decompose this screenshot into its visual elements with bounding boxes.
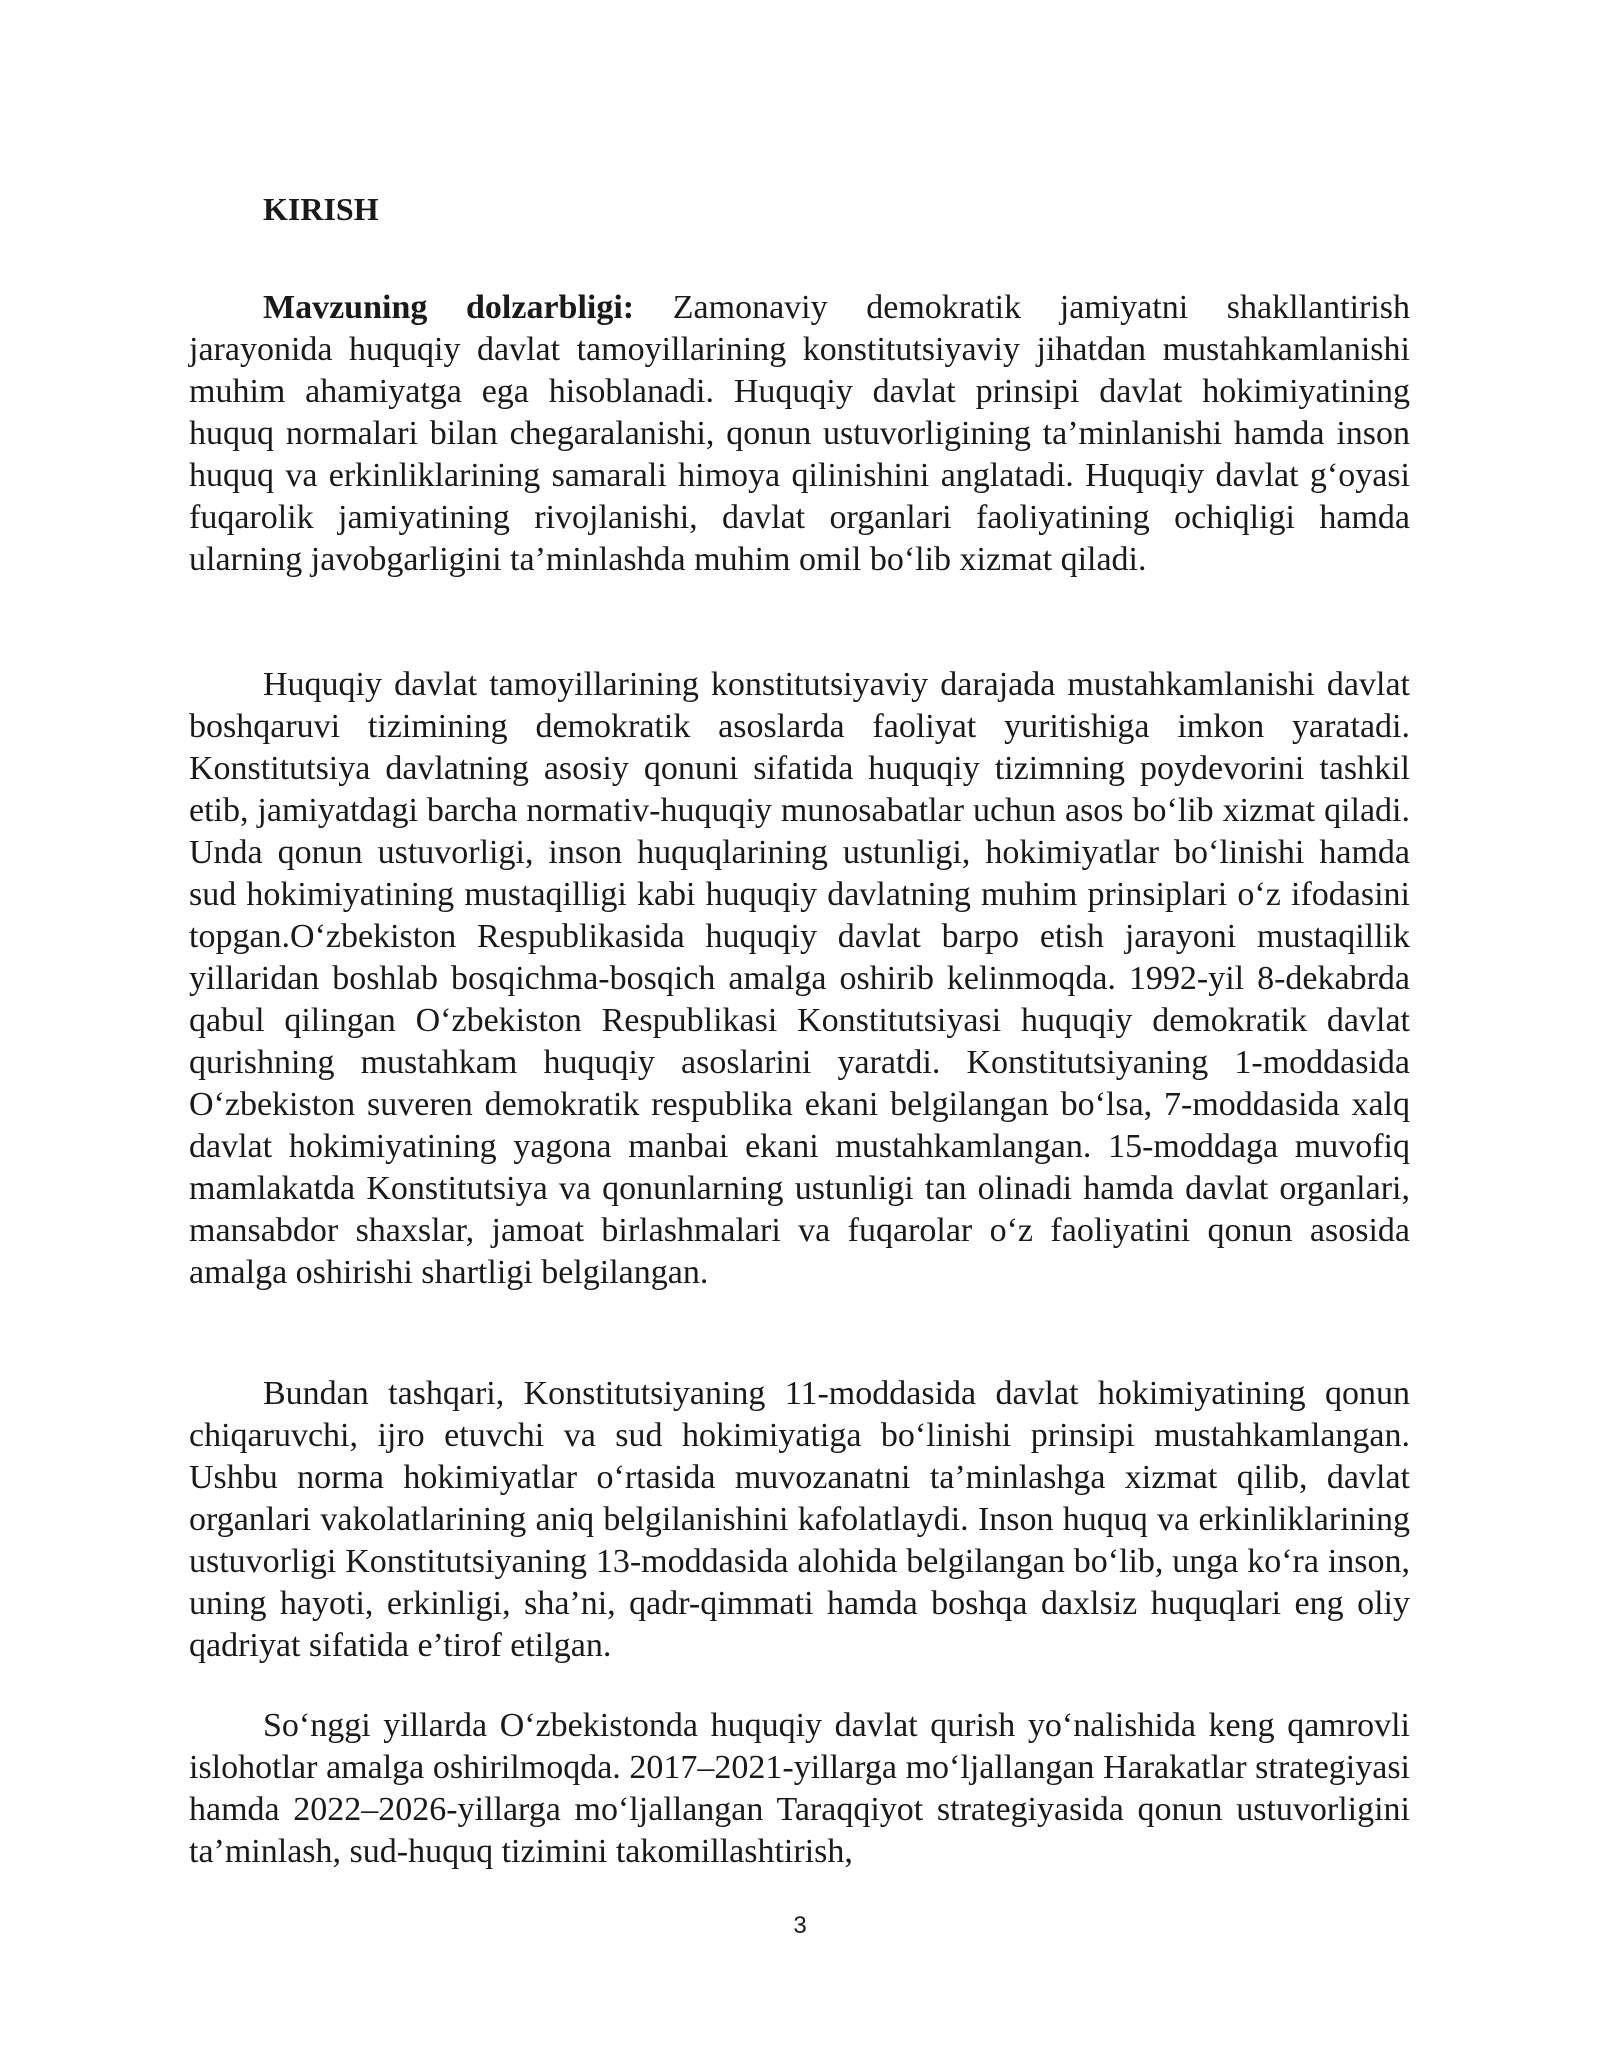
paragraph-relevance xyxy=(189,287,1410,581)
paragraph-text: Zamonaviy demokratik jamiyatni shakllantirish jarayonida huquqiy davlat tamoyillarining konstitutsiyaviy jihatdan mustahkamlanishi muhim ahamiyatga ega hisoblanadi. Huquqiy davlat prinsipi davlat hokimiyatining huquq normalari bilan chegaralanishi, qonun ustuvorligining ta’minlanishi hamda inson huquq va erkinliklarining samarali himoya qilinishini anglatadi. Huquqiy davlat g‘oyasi fuqarolik jamiyatining rivojlanishi, davlat organlari faoliyatining ochiqligi hamda ularning javobgarligini ta’minlashda muhim omil bo‘lib xizmat qiladi. xyxy=(189,289,1411,578)
page-number: 3 xyxy=(793,1912,807,1939)
paragraph-constitution: Huquqiy davlat tamoyillarining konstitutsiyaviy darajada mustahkamlanishi davlat boshqaruvi tizimining demokratik asoslarda faoliyat yuritishiga imkon yaratadi. Konstitutsiya davlatning asosiy qonuni sifatida huquqiy tizimning poydevorini tashkil etib, jamiyatdagi barcha normativ-huquqiy munosabatlar uchun asos bo‘lib xizmat qiladi. Unda qonun ustuvorligi, inson huquqlarining ustunligi, hokimiyatlar bo‘linishi hamda sud hokimiyatining mustaqilligi kabi huquqiy davlatning muhim prinsiplari o‘z ifodasini topgan.O‘zbekiston Respublikasida huquqiy davlat barpo etish jarayoni mustaqillik yillaridan boshlab bosqichma-bosqich amalga oshirib kelinmoqda. 1992-yil 8-dekabrda qabul qilingan O‘zbekiston Respublikasi Konstitutsiyasi huquqiy demokratik davlat qurishning mustahkam huquqiy asoslarini yaratdi. Konstitutsiyaning 1-moddasida O‘zbekiston suveren demokratik respublika ekani belgilangan bo‘lsa, 7-moddasida xalq davlat hokimiyatining yagona manbai ekani mustahkamlangan. 15-moddaga muvofiq mamlakatda Konstitutsiya va qonunlarning ustunligi tan olinadi hamda davlat organlari, mansabdor shaxslar, jamoat birlashmalari va fuqarolar o‘z faoliyatini qonun asosida amalga oshirishi shartligi belgilangan. xyxy=(189,666,1410,1291)
paragraph-reforms: So‘nggi yillarda O‘zbekistonda huquqiy davlat qurish yo‘nalishida keng qamrovli islohotlar amalga oshirilmoqda. 2017–2021-yillarga mo‘ljallangan Harakatlar strategiyasi hamda 2022–2026-yillarga mo‘ljallangan Taraqqiyot strategiyasida qonun ustuvorligini ta’minlash, sud-huquq tizimini takomillashtirish, xyxy=(189,1707,1410,1870)
section-heading: KIRISH xyxy=(263,191,379,227)
paragraph-separation-of-powers: Bundan tashqari, Konstitutsiyaning 11-moddasida davlat hokimiyatining qonun chiqaruvchi, ijro etuvchi va sud hokimiyatiga bo‘linishi prinsipi mustahkamlangan. Ushbu norma hokimiyatlar o‘rtasida muvozanatni ta’minlashga xizmat qilib, davlat organlari vakolatlarining aniq belgilanishini kafolatlaydi. Inson huquq va erkinliklarining ustuvorligi Konstitutsiyaning 13-moddasida alohida belgilangan bo‘lib, unga ko‘ra inson, uning hayoti, erkinligi, sha’ni, qadr-qimmati hamda boshqa daxlsiz huquqlari eng oliy qadriyat sifatida e’tirof etilgan. xyxy=(189,1375,1410,1664)
paragraph-lead: Mavzuning dolzarbligi: xyxy=(263,289,635,326)
